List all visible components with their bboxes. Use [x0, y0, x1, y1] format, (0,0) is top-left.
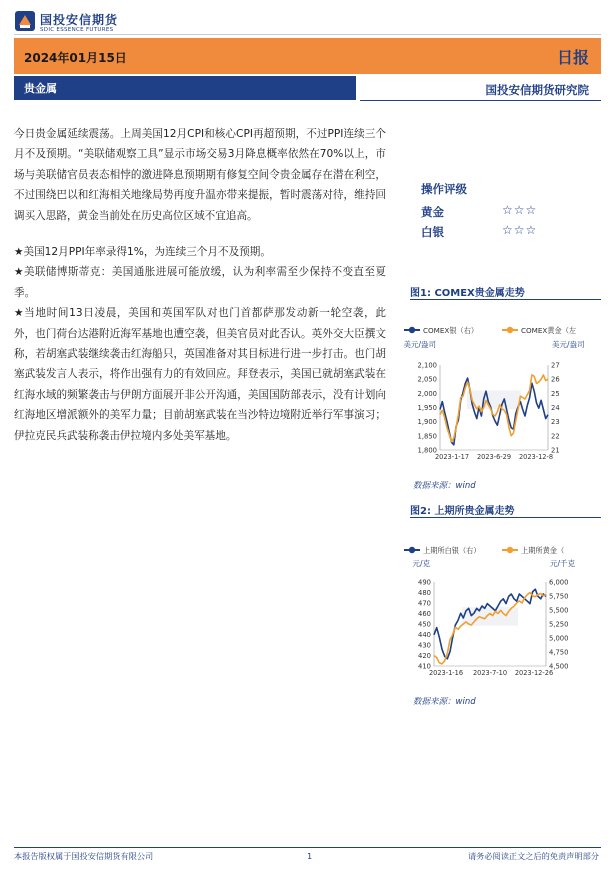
right-tick-label: 22: [551, 432, 560, 441]
right-tick-label: 26: [551, 375, 560, 384]
x-tick-label: 2023-1-17: [434, 453, 470, 461]
x-tick-label: 2023-12-26: [514, 669, 554, 677]
figure1-source: 数据来源：wind: [413, 481, 476, 491]
right-tick-label: 23: [551, 418, 560, 427]
logo-name-cn: 国投安信期货: [40, 13, 119, 27]
left-tick-label: 1,850: [417, 432, 437, 441]
logo-name-en: SDIC ESSENCE FUTURES: [40, 27, 114, 33]
legend-label: COMEX银（右）: [423, 326, 479, 335]
figure2-source: 数据来源：wind: [413, 697, 476, 707]
right-tick-label: 4,750: [549, 648, 569, 657]
news-bullet: ★美国12月PPI年率录得1%，为连续三个月不及预期。: [14, 246, 271, 259]
left-tick-label: 490: [418, 578, 431, 587]
summary-paragraph: 今日贵金属延续震荡。上周美国12月CPI和核心CPI再超预期，不过PPI连续三个月不及预期。“美联储观察工具”显示市场交易3月降息概率依然在70%以上，市场与美联储官员表态相悖的激进降息预期期有修复空间令贵金属存在潜在利空，不过围绕巴以和红海相关地缘局势再度升温亦带来提振，暂时震荡对待，维持回调买入思路，黄金当前处在历史高位区域不宜追高。: [14, 128, 386, 222]
header-divider: [14, 34, 601, 35]
shfe-chart: [398, 538, 603, 684]
left-tick-label: 450: [418, 620, 431, 629]
legend-marker: [409, 547, 415, 553]
x-tick-label: 2023-1-16: [428, 669, 464, 677]
rating-gold-stars: ☆☆☆: [502, 203, 538, 217]
x-tick-label: 2023-6-29: [476, 453, 512, 461]
x-tick-label: 2023-7-10: [472, 669, 508, 677]
right-tick-label: 5,250: [549, 620, 569, 629]
left-tick-label: 410: [418, 662, 431, 671]
rating-gold-label: 黄金: [421, 205, 444, 219]
report-type: 日报: [556, 48, 589, 67]
comex-chart: [398, 320, 603, 470]
sector-band: [14, 76, 356, 100]
right-tick-label: 5,500: [549, 606, 569, 615]
left-tick-label: 470: [418, 599, 431, 608]
right-axis-unit: 元/千克: [550, 559, 576, 568]
footer-disclaimer: 请务必阅读正文之后的免责声明部分: [467, 851, 599, 861]
figure1-title: 图1: COMEX贵金属走势: [410, 288, 525, 299]
legend-marker: [507, 327, 513, 333]
rating-silver-stars: ☆☆☆: [502, 223, 538, 237]
left-tick-label: 2,050: [417, 375, 437, 384]
left-tick-label: 420: [418, 652, 431, 660]
institute-name: 国投安信期货研究院: [485, 83, 589, 97]
figure2-title: 图2: 上期所贵金属走势: [410, 506, 515, 517]
report-date: 2024年01月15日: [24, 51, 127, 65]
right-tick-label: 5,750: [549, 592, 569, 601]
logo-mark-icon: [14, 10, 36, 32]
legend-marker: [409, 327, 415, 333]
news-bullet: ★美联储博斯蒂克：美国通胀进展可能放缓，认为利率需至少保持不变直至夏季。: [14, 266, 386, 299]
right-tick-label: 6,000: [549, 578, 569, 587]
x-tick-label: 2023-12-8: [518, 453, 554, 461]
rating-title: 操作评级: [421, 182, 467, 196]
right-tick-label: 4,500: [549, 662, 569, 671]
right-tick-label: 27: [551, 361, 560, 370]
footer-copyright: 本报告版权属于国投安信期货有限公司: [14, 851, 154, 861]
left-tick-label: 1,950: [417, 404, 437, 412]
news-bullet: ★当地时间13日凌晨，美国和英国军队对也门首都萨那发动新一轮空袭，此外，也门荷台达港附近海军基地也遭空袭，但美官员对此否认。英外交大臣撰文称，若胡塞武装继续袭击红海船只，英国准备对其目标进行进一步打击。也门胡塞武装发言人表示，将作出强有力的有效回应。拜登表示，美国已就胡塞武装在红海水域的频繁袭击与伊朗方面展开非公开沟通，美国国防部表示，没有计划向红海地区增派额外的美军力量；目前胡塞武装在当沙特边境附近举行军事演习；伊拉克民兵武装称袭击伊拉境内多处美军基地。: [14, 307, 386, 442]
left-tick-label: 1,800: [417, 446, 437, 455]
left-axis-unit: 美元/盎司: [403, 340, 436, 349]
left-tick-label: 480: [418, 589, 431, 597]
report-body: [14, 124, 386, 446]
legend-marker: [507, 547, 513, 553]
right-tick-label: 5,000: [549, 634, 569, 643]
left-axis-unit: 元/克: [412, 559, 430, 568]
left-tick-label: 460: [418, 610, 431, 618]
left-tick-label: 2,100: [417, 361, 437, 370]
page-number: 1: [307, 851, 313, 861]
right-tick-label: 25: [551, 389, 560, 398]
figure1-rule: [410, 299, 601, 300]
left-tick-label: 1,900: [417, 418, 437, 427]
institute-rule: [360, 100, 601, 101]
rating-silver-label: 白银: [421, 225, 444, 239]
right-axis-unit: 美元/盎司: [552, 340, 585, 349]
series-line: [440, 378, 548, 445]
left-tick-label: 430: [418, 641, 431, 650]
legend-label: COMEX黄金（左: [521, 326, 577, 335]
right-tick-label: 24: [551, 404, 560, 412]
legend-label: 上期所白银（右）: [423, 546, 481, 555]
left-tick-label: 440: [418, 631, 431, 639]
figure2-rule: [410, 517, 601, 518]
sector-label: 贵金属: [24, 82, 57, 95]
right-tick-label: 21: [551, 446, 560, 455]
legend-label: 上期所黄金（: [521, 546, 565, 555]
left-tick-label: 2,000: [417, 389, 437, 398]
footer-rule: [14, 847, 601, 848]
